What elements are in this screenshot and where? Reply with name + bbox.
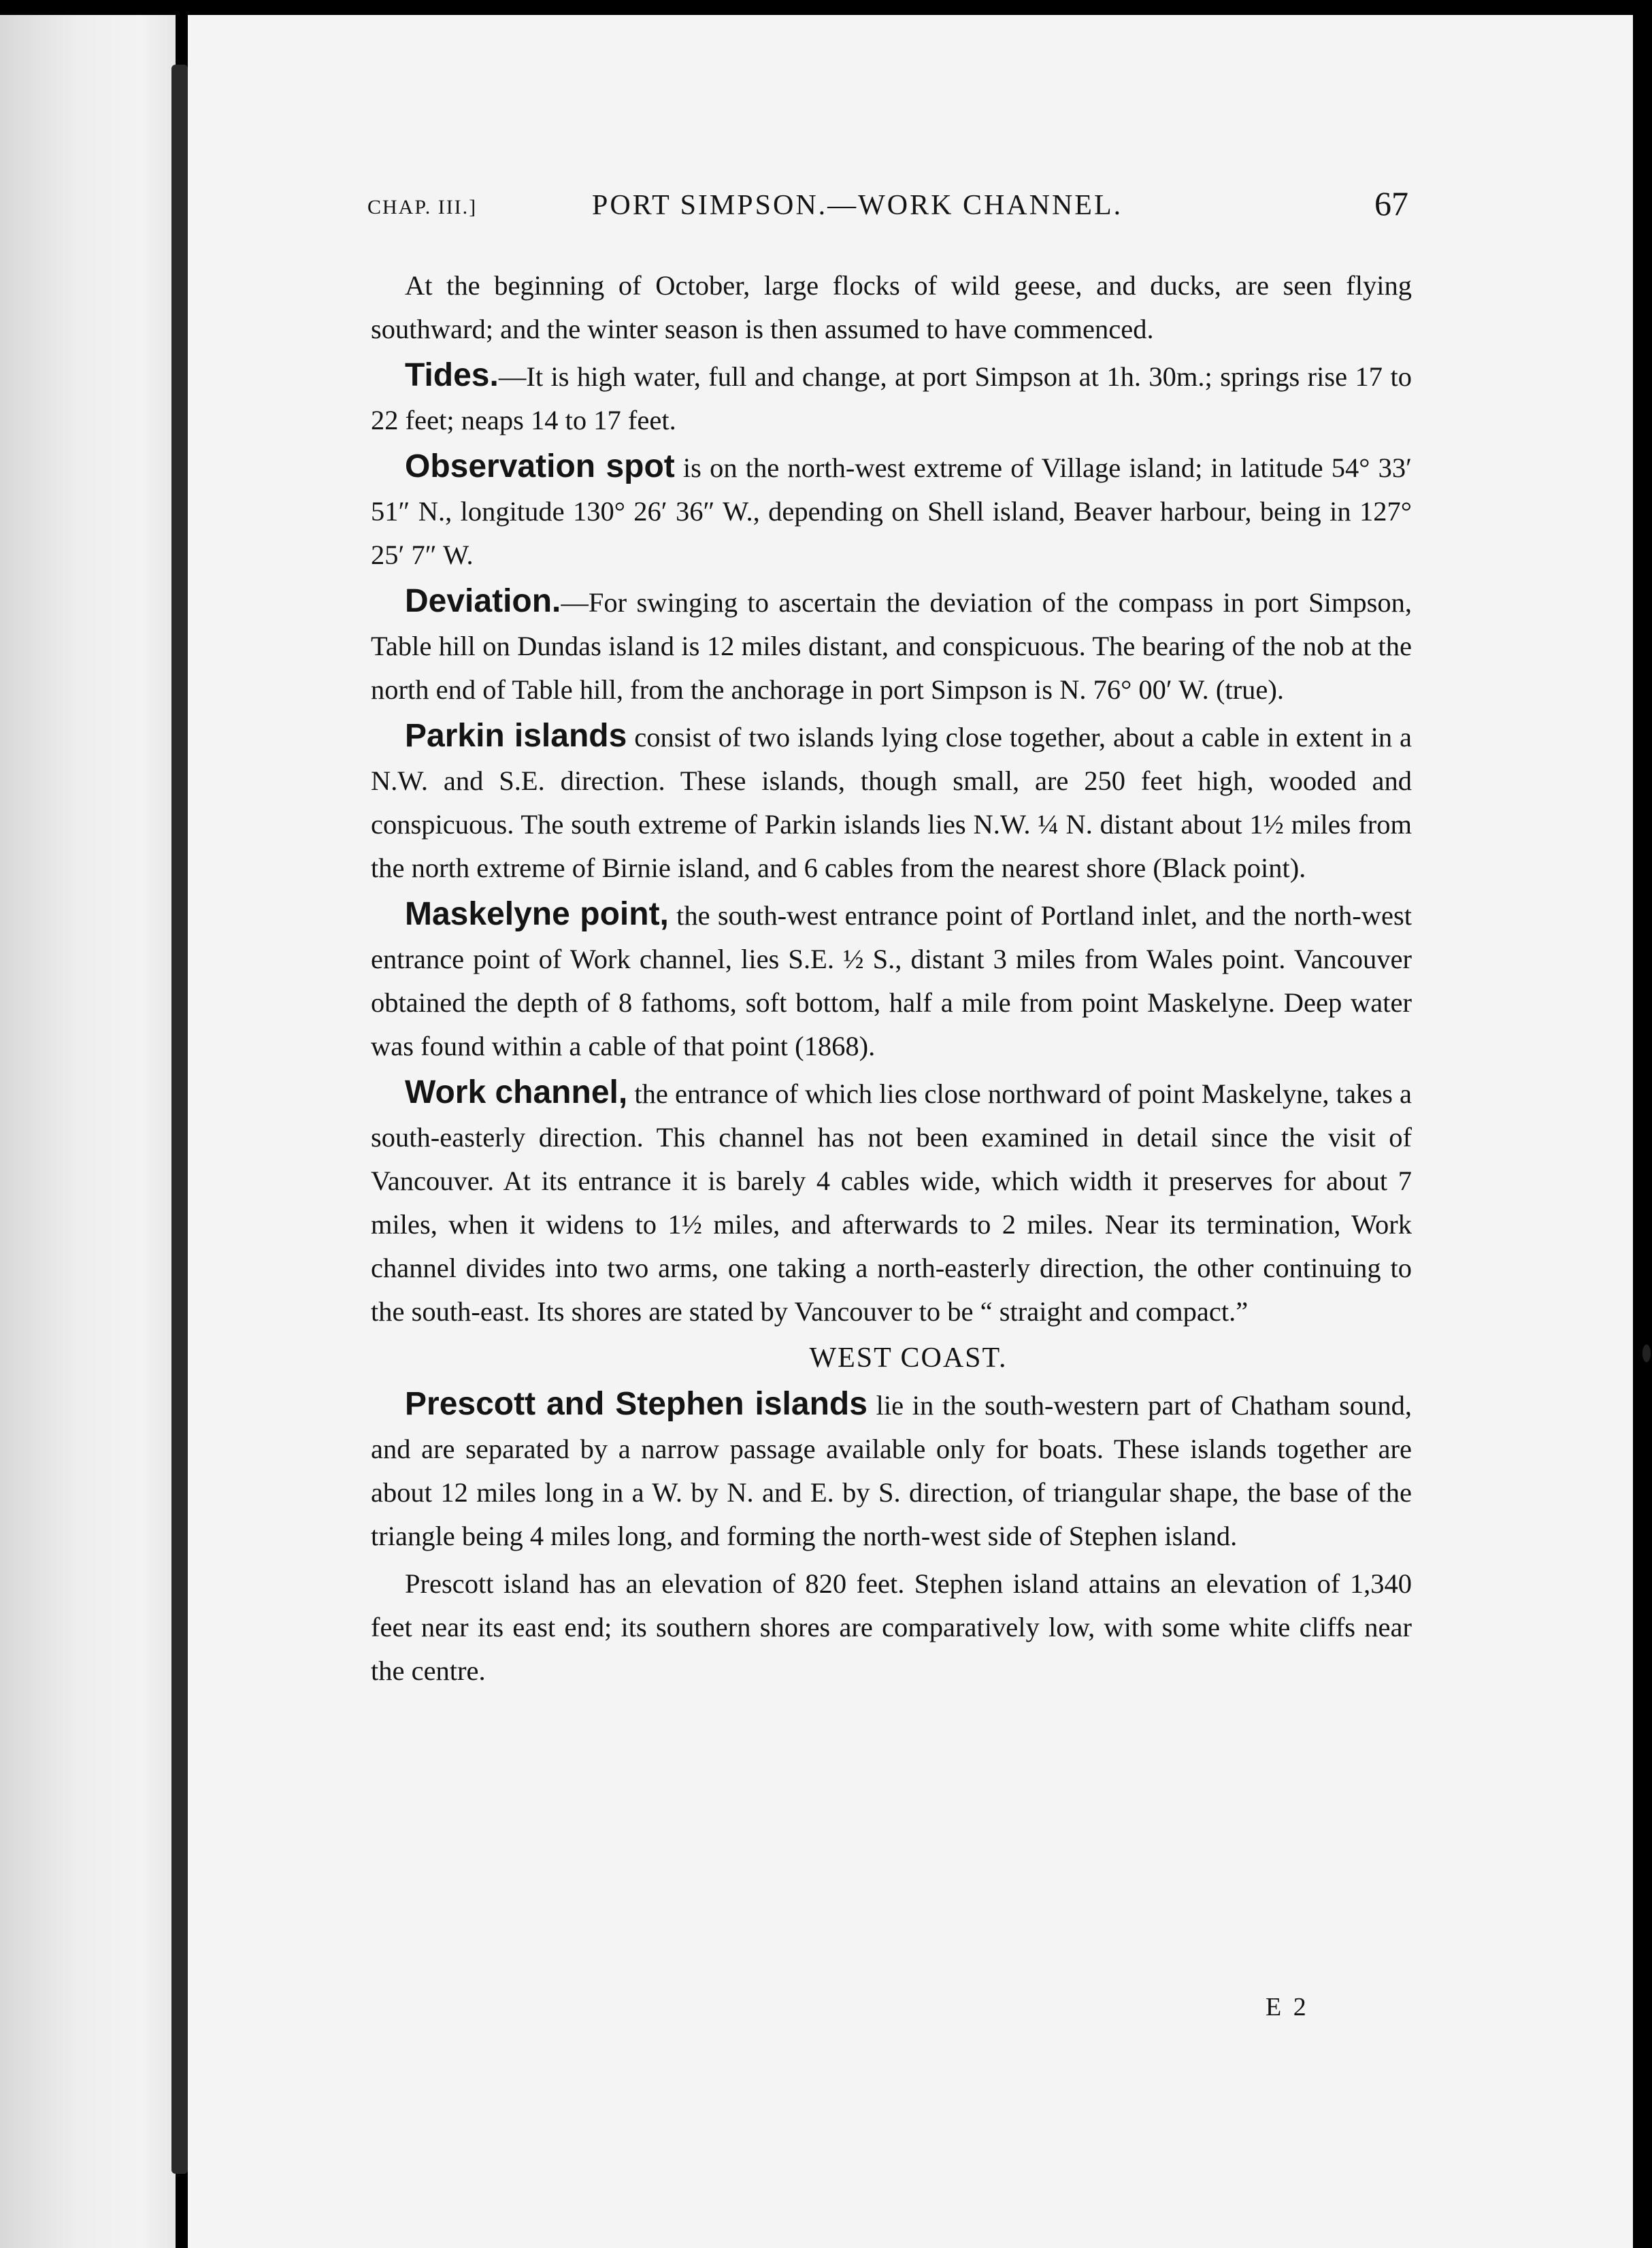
- paragraph-lead: Prescott and Stephen islands: [405, 1386, 868, 1422]
- paragraph-maskelyne-point: [371, 893, 1412, 1068]
- paragraph-text: At the beginning of October, large flocks of wild geese, and ducks, are seen flying southward; and the winter season is then assumed to have commenced.: [371, 270, 1412, 344]
- paragraph-text: Prescott island has an elevation of 820 feet. Stephen island attains an elevation of 1,340 feet near its east end; its southern shores are comparatively low, with some white cliffs near the centre.: [371, 1568, 1412, 1686]
- paragraph-lead: Maskelyne point,: [405, 896, 669, 932]
- paragraph-lead: Parkin islands: [405, 718, 627, 754]
- paragraph-lead: Work channel,: [405, 1074, 628, 1110]
- section-heading: WEST COAST.: [809, 1342, 1008, 1374]
- paragraph-text: is on the north-west extreme of Village island; in latitude 54° 33′ 51″ N., longitude 130° 26′ 36″ W., depending on Shell island, Beaver harbour, being in 127° 25′ 7″ W.: [371, 452, 1412, 570]
- paragraph-parkin-islands: [371, 714, 1412, 890]
- paragraph-prescott-elevation: [371, 1561, 1412, 1693]
- body-text: [371, 263, 1412, 1693]
- paragraph-text: —For swinging to ascertain the deviation of the compass in port Simpson, Table hill on Dundas island is 12 miles distant, and conspicuous. The bearing of the nob at the north end of Table hill, from the anchorage in port Simpson is N. 76° 00′ W. (true).: [371, 587, 1412, 705]
- paragraph-text: the south-west entrance point of Portland inlet, and the north-west entrance point of Work channel, lies S.E. ½ S., distant 3 miles from Wales point. Vancouver obtained the depth of 8 fathoms, soft bottom, half a mile from point Maskelyne. Deep water was found within a cable of that point (1868).: [371, 900, 1412, 1061]
- page-number: 67: [1374, 184, 1408, 222]
- paragraph-work-channel: [371, 1071, 1412, 1334]
- paragraph-prescott-stephen: [371, 1383, 1412, 1558]
- paragraph-lead: Deviation.: [405, 583, 561, 619]
- paragraph-text: lie in the south-western part of Chatham sound, and are separated by a narrow passage available only for boats. These islands together are about 12 miles long in a W. by N. and E. by S. direction, of triangular shape, the base of the triangle being 4 miles long, and forming the north-west side of Stephen island.: [371, 1390, 1412, 1551]
- paragraph-lead: Observation spot: [405, 448, 675, 484]
- scan-right-border: [1633, 0, 1652, 2248]
- paragraph-text: —It is high water, full and change, at port Simpson at 1h. 30m.; springs rise 17 to 22 feet; neaps 14 to 17 feet.: [371, 361, 1412, 435]
- paragraph-text: consist of two islands lying close together, about a cable in extent in a N.W. and S.E. direction. These islands, though small, are 250 feet high, wooded and conspicuous. The south extreme of Parkin islands lies N.W. ¼ N. distant about 1½ miles from the north extreme of Birnie island, and 6 cables from the nearest shore (Black point).: [371, 722, 1412, 883]
- paragraph-tides: [371, 354, 1412, 442]
- scan-speck: [1642, 1344, 1651, 1362]
- paragraph-deviation: [371, 580, 1412, 712]
- paragraph-october: [371, 263, 1412, 351]
- paragraph-observation-spot: [371, 445, 1412, 577]
- paragraph-text: the entrance of which lies close northward of point Maskelyne, takes a south-easterly direction. This channel has not been examined in detail since the visit of Vancouver. At its entrance it is barely 4 cables wide, which width it preserves for about 7 miles, when it widens to 1½ miles, and afterwards to 2 miles. Near its termination, Work channel divides into two arms, one taking a north-easterly direction, the other continuing to the south-east. Its shores are stated by Vancouver to be “ straight and compact.”: [371, 1078, 1413, 1327]
- chapter-marker: CHAP. III.]: [367, 196, 478, 218]
- signature-mark: E 2: [1266, 1993, 1309, 2021]
- scan-top-border: [0, 0, 1652, 15]
- running-title: PORT SIMPSON.—WORK CHANNEL.: [592, 190, 1123, 221]
- paragraph-lead: Tides.: [405, 357, 499, 393]
- facing-page-edge: [0, 15, 176, 2248]
- binding-gutter: [171, 65, 188, 2174]
- running-header: [367, 184, 1408, 231]
